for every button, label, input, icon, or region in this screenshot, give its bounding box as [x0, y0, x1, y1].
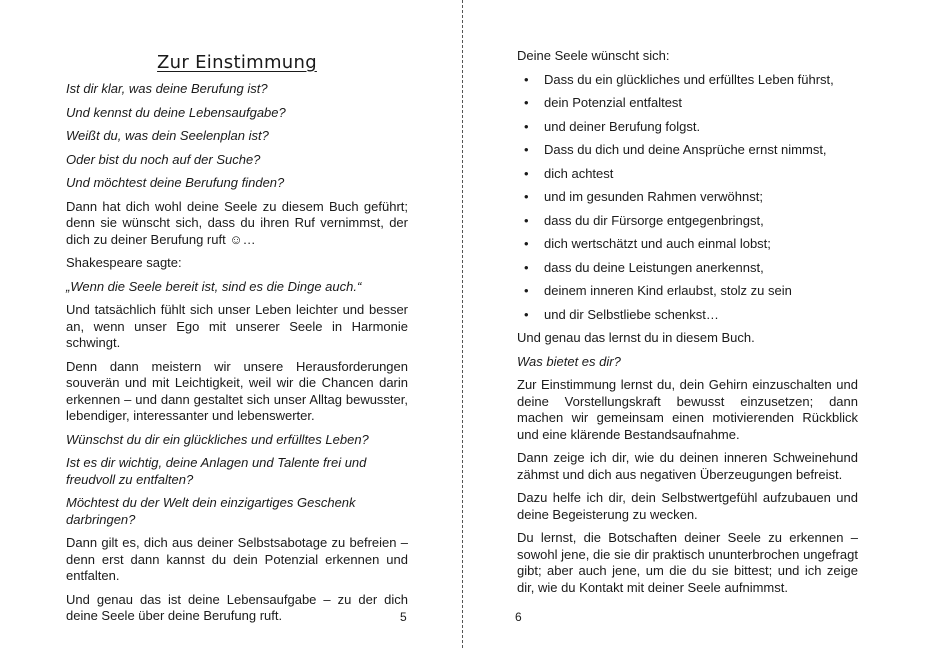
list-item [517, 283, 858, 300]
list-item [517, 189, 858, 206]
paragraph: Oder bist du noch auf der Suche? [66, 151, 261, 167]
list-item-text: dich achtest [544, 165, 614, 181]
right-page [517, 0, 858, 648]
list-item [517, 307, 858, 324]
right-page-body [517, 48, 858, 603]
paragraph: Wünschst du dir ein glückliches und erfülltes Leben? [66, 431, 369, 447]
list-item [517, 142, 858, 159]
list-item-text: und deiner Berufung folgst. [544, 118, 701, 134]
list-item-text: deinem inneren Kind erlaubst, stolz zu sein [544, 283, 792, 298]
list-item-text: Dass du dich und deine Ansprüche ernst nimmst, [544, 142, 827, 157]
list-item [517, 95, 858, 112]
list-item-text: dass du dir Fürsorge entgegenbringst, [544, 212, 764, 228]
list-item [517, 72, 858, 89]
paragraph: Du lernst, die Botschaften deiner Seele zu erkennen – sowohl jene, die sie dir praktisch ununterbrochen ungefragt gibt; aber auch jene, um die du sie bittest; und ich zeige dir, wie du Kontakt mit deiner Seele aufnimmst. [517, 530, 858, 595]
bullet-icon: • [524, 142, 529, 157]
paragraph: Dann gilt es, dich aus deiner Selbstsabotage zu befreien – denn erst dann kannst du dein Potenzial erkennen und entfalten. [66, 535, 408, 583]
list-item [517, 119, 858, 136]
paragraph: Denn dann meistern wir unsere Herausforderungen souverän und mit Leichtigkeit, weil wir die Chancen darin erkennen – und dann gestaltet sich unser Alltag bewusster, lebendiger, interessanter und lebenswerter. [66, 358, 408, 423]
paragraph: Und genau das lernst du in diesem Buch. [517, 330, 755, 345]
paragraph: Ist dir klar, was deine Berufung ist? [66, 81, 268, 96]
paragraph: Und kennst du deine Lebensaufgabe? [66, 104, 286, 120]
page-number-left: 5 [400, 610, 407, 624]
paragraph: Dann hat dich wohl deine Seele zu diesem Buch geführt; denn sie wünscht sich, dass du ihren Ruf vernimmst, der dich zu deiner Berufung ruft ☺… [66, 198, 408, 247]
page-number-right: 6 [515, 610, 522, 624]
list-item-text: dass du deine Leistungen anerkennst, [544, 259, 764, 275]
list-item-text: und dir Selbstliebe schenkst… [544, 306, 719, 322]
page-divider [462, 0, 463, 648]
paragraph: Und möchtest deine Berufung finden? [66, 175, 285, 190]
list-item-text: und im gesunden Rahmen verwöhnst; [544, 189, 763, 204]
bullet-icon: • [524, 118, 529, 134]
chapter-title: Zur Einstimmung [157, 52, 317, 73]
bullet-icon: • [524, 189, 529, 204]
bullet-icon: • [524, 259, 529, 275]
list-item [517, 260, 858, 277]
list-item [517, 166, 858, 183]
paragraph: Möchtest du der Welt dein einzigartiges Geschenk darbringen? [66, 495, 356, 527]
list-item-text: Dass du ein glückliches und erfülltes Leben führst, [544, 71, 834, 87]
left-page-body [66, 81, 408, 632]
bullet-icon: • [524, 283, 529, 298]
paragraph: Dann zeige ich dir, wie du deinen inneren Schweinehund zähmst und dich aus negativen Überzeugungen befreist. [517, 450, 858, 482]
bullet-icon: • [524, 95, 529, 110]
list-item-text: dein Potenzial entfaltest [544, 95, 683, 110]
paragraph: Und genau das ist deine Lebensaufgabe – zu der dich deine Seele über deine Berufung ruft. [66, 591, 408, 623]
paragraph: Shakespeare sagte: [66, 255, 182, 270]
paragraph: Weißt du, was dein Seelenplan ist? [66, 128, 269, 143]
paragraph: Dazu helfe ich dir, dein Selbstwertgefühl aufzubauen und deine Begeisterung zu wecken. [517, 490, 858, 522]
paragraph: „Wenn die Seele bereit ist, sind es die Dinge auch.“ [66, 278, 362, 294]
wish-list [517, 72, 858, 324]
bullet-icon: • [524, 71, 529, 87]
bullet-icon: • [524, 165, 529, 181]
bullet-icon: • [524, 236, 529, 251]
paragraph: Und tatsächlich fühlt sich unser Leben leichter und besser an, wenn unser Ego mit unserer Seele in Harmonie schwingt. [66, 302, 408, 350]
list-item-text: dich wertschätzt und auch einmal lobst; [544, 236, 771, 251]
paragraph: Ist es dir wichtig, deine Anlagen und Talente frei und freudvoll zu entfalten? [66, 455, 367, 487]
bullet-icon: • [524, 212, 529, 228]
paragraph: Zur Einstimmung lernst du, dein Gehirn einzuschalten und deine Vorstellungskraft bewusst einzusetzen; dann machen wir gemeinsam einen motivierenden Rückblick und eine klärende Bestandsaufnahme. [517, 377, 858, 442]
bullet-icon: • [524, 306, 529, 322]
left-page [66, 0, 408, 648]
list-item [517, 236, 858, 253]
bullet-intro: Deine Seele wünscht sich: [517, 48, 670, 63]
list-item [517, 213, 858, 230]
paragraph: Was bietet es dir? [517, 353, 621, 369]
